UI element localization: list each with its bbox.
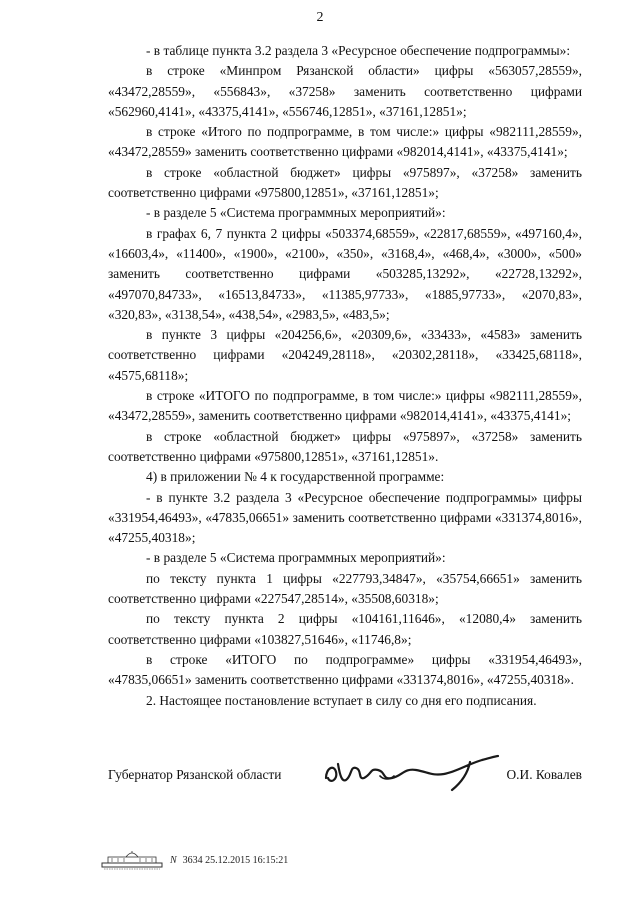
registration-stamp: [100, 850, 288, 870]
paragraph: в строке «ИТОГО по подпрограмме, в том числе:» цифры «982111,28559», «43472,28559», заменить соответственно цифрами «982014,4141», «43375,4141»;: [108, 388, 582, 424]
paragraph: в строке «Итого по подпрограмме, в том числе:» цифры «982111,28559», «43472,28559» заменить соответственно цифрами «982014,4141», «43375,4141»;: [108, 124, 582, 160]
signatory-name: О.И. Ковалев: [506, 767, 582, 782]
page-number: 2: [316, 10, 324, 25]
paragraph: в графах 6, 7 пункта 2 цифры «503374,68559», «22817,68559», «497160,4», «16603,4», «11400», «1900», «2100», «350», «3168,4», «468,4», «3000», «500» заменить соответственно цифрами «503285,13292», «22728,13292», «497070,84733», «16513,84733», «11385,97733», «1885,97733», «2070,83», «320,83», «3138,54», «438,54», «2983,5», «483,5»;: [108, 225, 582, 322]
stamp-number-symbol: N: [170, 854, 177, 866]
document-body: [108, 41, 582, 711]
paragraph: 2. Настоящее постановление вступает в силу со дня его подписания.: [146, 692, 537, 708]
paragraph: в пункте 3 цифры «204256,6», «20309,6», «33433», «4583» заменить соответственно цифрами «204249,28118», «20302,28118», «33425,68118», «4575,68118»;: [108, 327, 582, 383]
paragraph: в строке «областной бюджет» цифры «975897», «37258» заменить соответственно цифрами «975800,12851», «37161,12851»;: [108, 164, 582, 201]
handwritten-signature: [320, 750, 500, 794]
paragraph: по тексту пункта 1 цифры «227793,34847», «35754,66651» заменить соответственно цифрами «227547,28514», «35508,60318»;: [108, 570, 582, 607]
paragraph: в строке «Минпром Рязанской области» цифры «563057,28559», «43472,28559», «556843», «37258» заменить соответственно цифрами «562960,4141», «43375,4141», «556746,12851», «37161,12851»;: [108, 63, 582, 119]
building-logo-icon: [100, 850, 164, 870]
signatory-title: Губернатор Рязанской области: [108, 767, 282, 782]
paragraph: в строке «ИТОГО по подпрограмме» цифры «331954,46493», «47835,06651» заменить соответственно цифрами «331374,8016», «47255,40318».: [108, 651, 582, 688]
paragraph: по тексту пункта 2 цифры «104161,11646», «12080,4» заменить соответственно цифрами «103827,51646», «11746,8»;: [108, 611, 582, 647]
paragraph: - в таблице пункта 3.2 раздела 3 «Ресурсное обеспечение подпрограммы»:: [146, 43, 571, 58]
paragraph: - в разделе 5 «Система программных мероприятий»:: [146, 550, 446, 566]
paragraph: - в разделе 5 «Система программных мероприятий»:: [146, 205, 446, 221]
signature-block: [108, 760, 582, 800]
paragraph: - в пункте 3.2 раздела 3 «Ресурсное обеспечение подпрограммы» цифры «331954,46493», «47835,06651» заменить соответственно цифрами «331374,8016», «47255,40318»;: [108, 489, 582, 546]
paragraph: в строке «областной бюджет» цифры «975897», «37258» заменить соответственно цифрами «975800,12851», «37161,12851».: [108, 428, 582, 464]
stamp-text: 3634 25.12.2015 16:15:21: [182, 854, 289, 866]
paragraph: 4) в приложении № 4 к государственной программе:: [146, 469, 445, 485]
